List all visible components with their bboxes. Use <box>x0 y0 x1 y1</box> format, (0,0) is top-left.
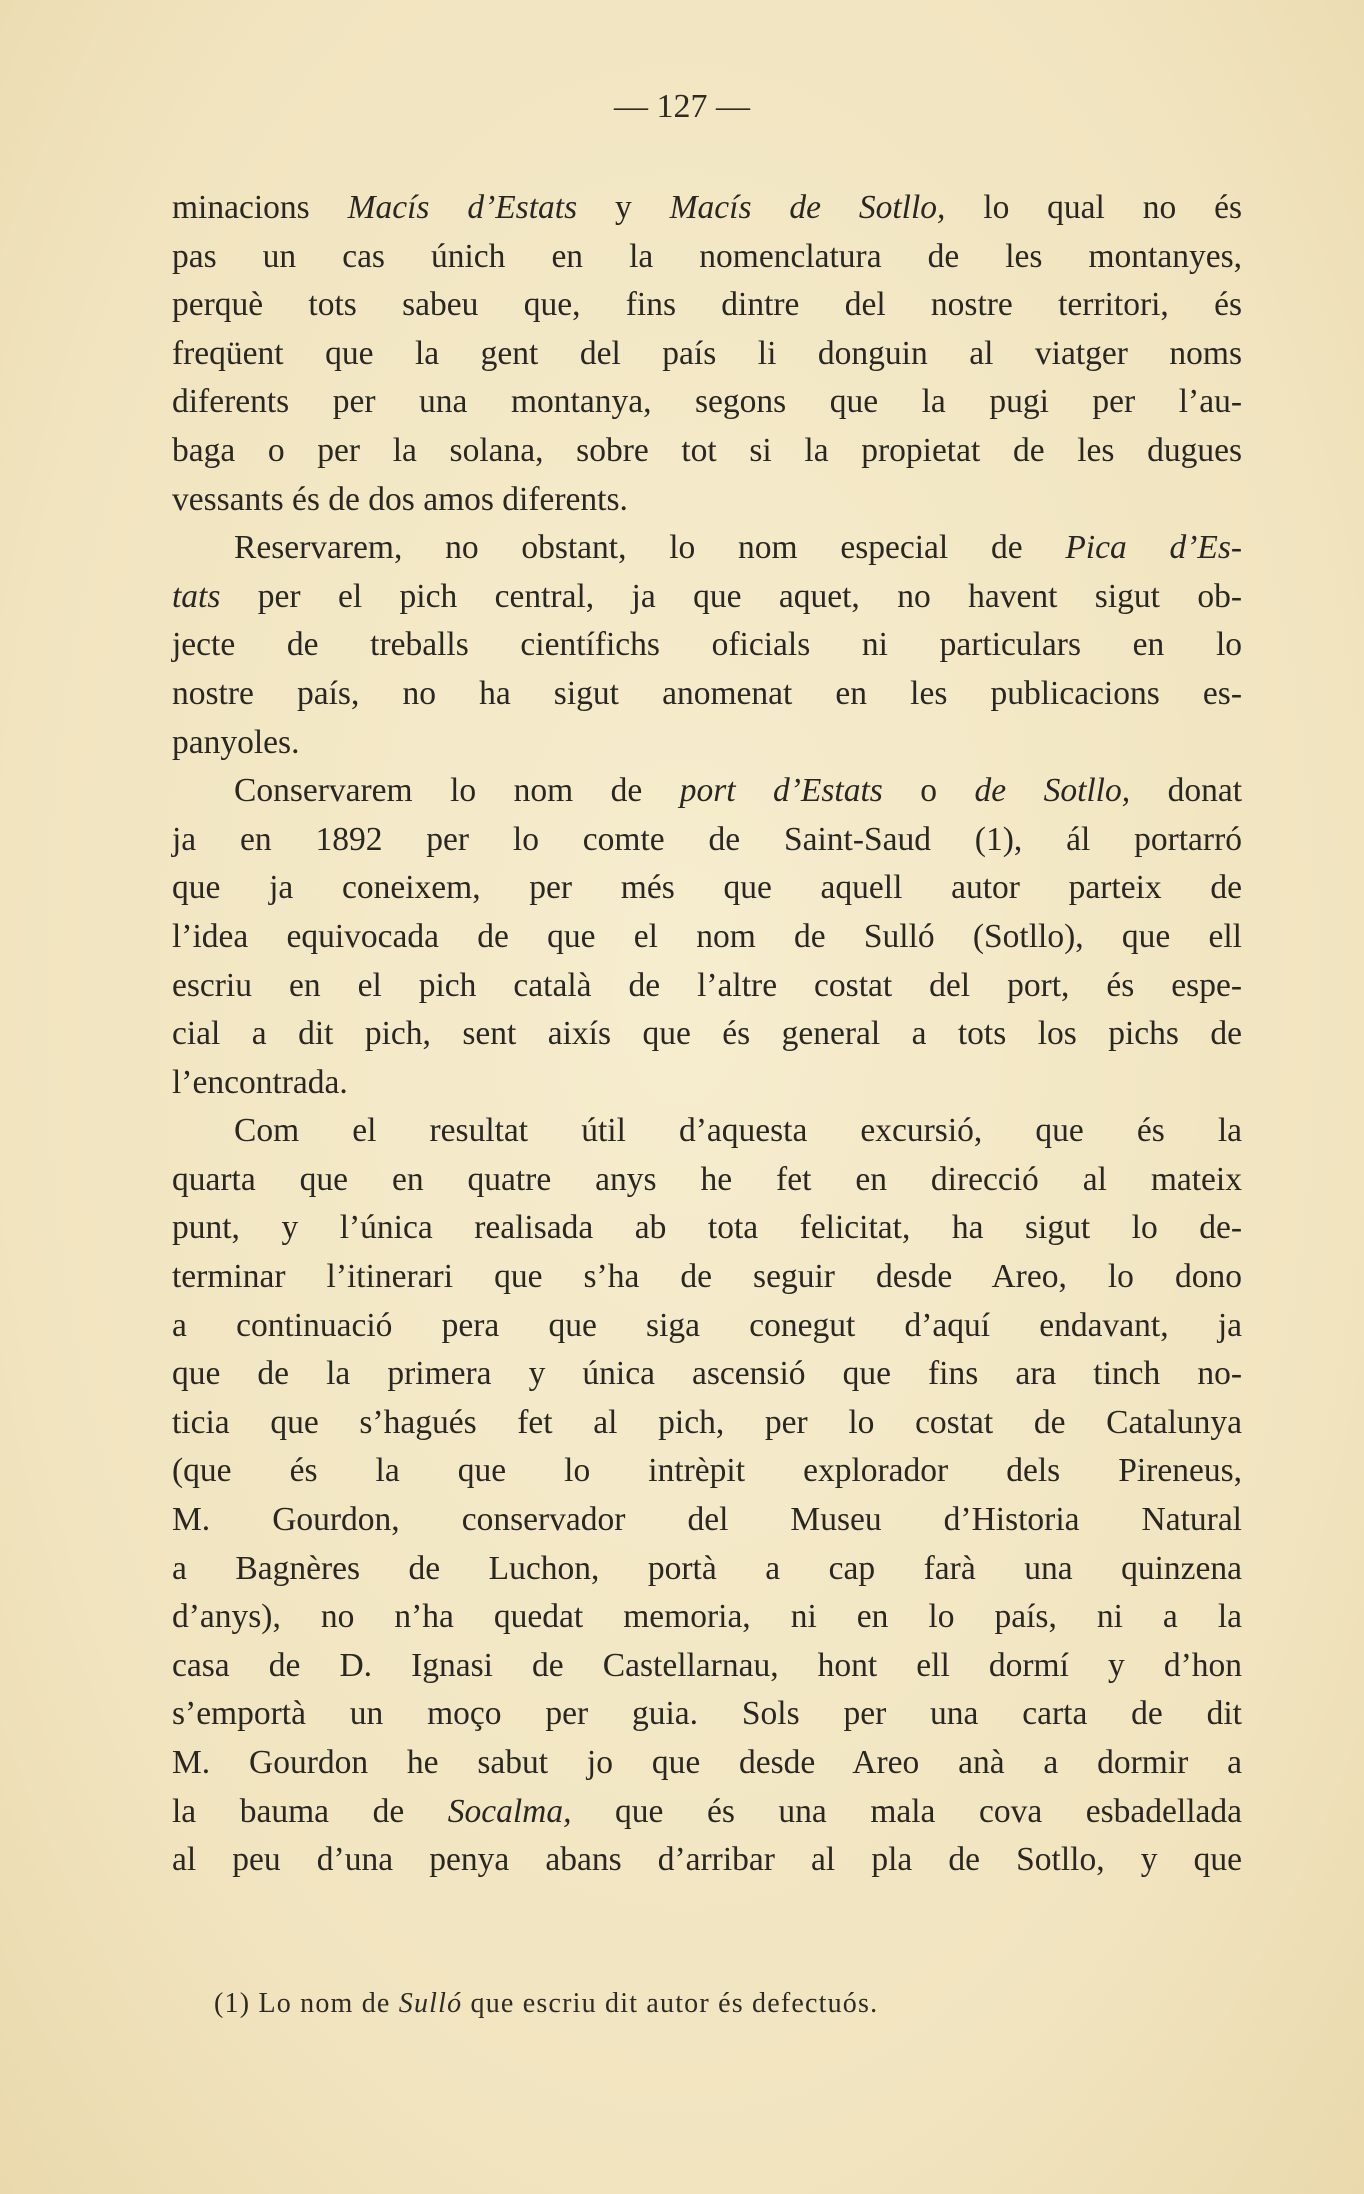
text-line <box>172 1447 1242 1496</box>
text-run: Conservarem lo nom de <box>234 772 680 810</box>
text-line <box>172 1107 1242 1156</box>
text-run: nostre país, no ha sigut anomenat en les publicacions es- <box>172 674 1242 712</box>
text-line <box>172 1739 1242 1788</box>
italic-text: Macís d’Estats <box>347 189 578 226</box>
text-line <box>172 1204 1242 1253</box>
text-line <box>172 1010 1242 1059</box>
text-run: que escriu dit autor és defectuós. <box>462 1988 879 2019</box>
text-line <box>172 1642 1242 1691</box>
text-run: terminar l’itinerari que s’ha de seguir desde Areo, lo dono <box>172 1258 1242 1296</box>
text-run: l’idea equivocada de que el nom de Sulló (Sotllo), que ell <box>172 917 1242 955</box>
text-run: perquè tots sabeu que, fins dintre del nostre territori, és <box>172 286 1242 324</box>
text-line <box>172 184 1242 233</box>
text-line <box>172 1059 1242 1108</box>
text-run: que de la primera y única ascensió que fins ara tinch no- <box>172 1355 1242 1393</box>
italic-text: Sulló <box>398 1988 463 2019</box>
text-line <box>172 1302 1242 1351</box>
text-run: d’anys), no n’ha quedat memoria, ni en lo país, ni a la <box>172 1598 1242 1636</box>
text-run: ja en 1892 per lo comte de Saint-Saud (1), ál portarró <box>172 820 1242 858</box>
text-run: cial a dit pich, sent aixís que és general a tots los pichs de <box>172 1015 1242 1053</box>
text-run: M. Gourdon, conservador del Museu d’Historia Natural <box>172 1501 1242 1539</box>
text-line <box>172 1593 1242 1642</box>
text-run: lo qual no és <box>945 189 1242 226</box>
text-line <box>172 427 1242 476</box>
text-line <box>172 1690 1242 1739</box>
text-run: escriu en el pich català de l’altre costat del port, és espe- <box>172 966 1242 1004</box>
text-run: l’encontrada. <box>172 1063 348 1101</box>
text-run: baga o per la solana, sobre tot si la propietat de les dugues <box>172 431 1242 469</box>
text-line <box>172 962 1242 1011</box>
text-run: a Bagnères de Luchon, portà a cap farà una quinzena <box>172 1549 1242 1587</box>
text-run: o <box>882 772 975 810</box>
text-run: ticia que s’hagués fet al pich, per lo costat de Catalunya <box>172 1403 1242 1441</box>
text-run: vessants és de dos amos diferents. <box>172 480 628 518</box>
text-run: donat <box>1130 772 1243 810</box>
text-line <box>172 1836 1242 1885</box>
text-run: freqüent que la gent del país li donguin al viatger noms <box>172 334 1242 372</box>
text-line <box>172 1545 1242 1594</box>
text-line <box>172 281 1242 330</box>
italic-text: Macís de Sotllo, <box>669 189 946 226</box>
text-run: panyoles. <box>172 723 300 761</box>
text-line <box>172 913 1242 962</box>
text-line <box>172 816 1242 865</box>
text-run: pas un cas únich en la nomenclatura de les montanyes, <box>172 237 1242 275</box>
text-line <box>172 378 1242 427</box>
text-line <box>172 233 1242 282</box>
text-run: la bauma de <box>172 1792 448 1830</box>
text-run: Reservarem, no obstant, lo nom especial de <box>234 529 1066 567</box>
text-line <box>172 1350 1242 1399</box>
text-run: (que és la que lo intrèpit explorador dels Pireneus, <box>172 1452 1242 1490</box>
text-run: al peu d’una penya abans d’arribar al pla de Sotllo, y que <box>172 1841 1242 1879</box>
italic-text: de Sotllo, <box>974 772 1131 810</box>
text-run: (1) Lo nom de <box>214 1988 399 2019</box>
text-line <box>172 330 1242 379</box>
text-line <box>172 573 1242 622</box>
page-number: — 127 — <box>614 88 750 125</box>
text-run: s’emportà un moço per guia. Sols per una carta de dit <box>172 1695 1242 1733</box>
text-run: quarta que en quatre anys he fet en direcció al mateix <box>172 1160 1242 1198</box>
text-run: minacions <box>172 189 348 226</box>
text-line <box>172 719 1242 768</box>
text-line <box>172 1156 1242 1205</box>
body-text <box>172 184 1242 1885</box>
text-run: que ja coneixem, per més que aquell autor parteix de <box>172 869 1242 907</box>
text-line <box>172 524 1242 573</box>
text-run: a continuació pera que siga conegut d’aquí endavant, ja <box>172 1306 1242 1344</box>
text-run: M. Gourdon he sabut jo que desde Areo anà a dormir a <box>172 1744 1242 1781</box>
footnote <box>214 1988 878 2020</box>
italic-text: tats <box>172 577 221 615</box>
text-line <box>172 1496 1242 1545</box>
text-line <box>172 864 1242 913</box>
italic-text: Pica d’Es- <box>1065 529 1243 567</box>
italic-text: Socalma, <box>447 1792 572 1830</box>
text-line <box>172 1399 1242 1448</box>
text-run: jecte de treballs científichs oficials ni particulars en lo <box>172 626 1242 664</box>
text-line <box>172 1788 1242 1837</box>
text-line <box>172 476 1242 525</box>
text-run: que és una mala cova esbadellada <box>571 1792 1242 1830</box>
text-run: punt, y l’única realisada ab tota felicitat, ha sigut lo de- <box>172 1209 1242 1247</box>
text-line <box>172 670 1242 719</box>
text-run: per el pich central, ja que aquet, no havent sigut ob- <box>220 577 1242 615</box>
italic-text: port d’Estats <box>679 772 883 810</box>
text-line <box>172 767 1242 816</box>
text-line <box>172 621 1242 670</box>
text-line <box>172 1253 1242 1302</box>
text-run: y <box>577 189 670 226</box>
text-run: casa de D. Ignasi de Castellarnau, hont ell dormí y d’hon <box>172 1646 1242 1684</box>
text-run: diferents per una montanya, segons que la pugi per l’au- <box>172 383 1242 421</box>
text-run: Com el resultat útil d’aquesta excursió, que és la <box>234 1112 1242 1150</box>
